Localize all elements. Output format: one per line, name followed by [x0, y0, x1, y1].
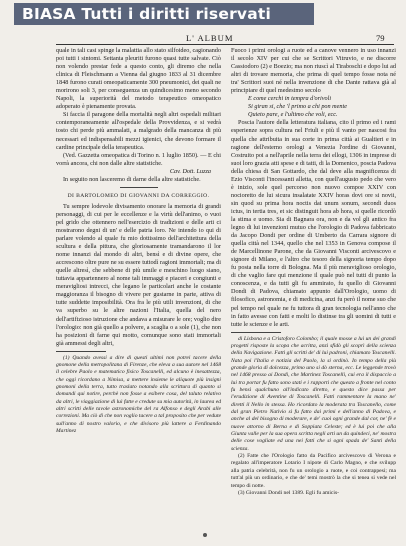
watermark-banner: BIASA Tutti i diritti riservati: [14, 3, 314, 25]
paragraph: Si faccia il paragone della mortalità negli altri ospedali militari contemporaneamente all'ospedale della Provvidenza, e si vedrà tosto chi perde più ammalati, a malgrado della mancanza di più necessari ed indispensabili mezzi igienici, che devono formare il cardine principale della terapeutica.: [56, 111, 221, 151]
footnote: (3) Giovanni Dondi nel 1389. Egli fu amicis-: [238, 489, 339, 496]
footnote: (1) Quando avessi a dire di questi ultimi non potrei tacere della gnomone della metropolitana di Firenze, che eleva a sua autore nel 1468 il celebre Paolo e matematico fisico Toscanelli, ed alcuno è inesattezza, che oggi ricordano a Nimisa, a mettere insieme le aliquote più insigni gnomoni della terra, tutto traslato notando alla scrittura di quanto si domandi qui notire, perchè non fosse a esibere cosa, del taluto relativo da altri, le viaggiazione di luì fatte e credute su mia autorità, in laurea ed altri scritti delle tavole astronomiche del ra Alfonso e degli Arabi alle correzioni. Ma ciò di che non voglio tacere a tal proposito che per vedute sull'anno di nostro valorio, e che divisoro più lattere a Ferdinando Martinez: [56, 354, 221, 435]
verse-line: Quieto pare, e l'ultimo che voli, ecc.: [248, 111, 338, 119]
page-mark: [203, 533, 207, 537]
page-number: 79: [376, 33, 385, 43]
footnote: (2) Fatte che l'Orologio fatto da Pacifico arcivescovo di Verona e regalato all'imperatore Lotario I nipote di Carlo Magno, e che svilupp alla patria celebrità, non fu un orologio a ruote, e coi contrappesi; ma tutt'al più un ordinario, e che de' temi mostrò la che si tenea si vede nel tempo di notte.: [231, 453, 396, 489]
paragraph: Poscia l'autore della letteratura italiana, cito il primo ed i rami esperienze sopra cultura nel Friuli e più il vanto per nascosi fra quella che attribuita in sua corte in prima città ai Gualtieri e in ragione dell'esterno orologi a Venezia l'ordine di Giovanni, Costruito poi a nell'aprile nella terra dei ellogi, 1306 in imprese di suoi loro grazia atti spese e di tatti, di la Domenico, poscia Padova della chiesa di San Gottardo, che dal deve alla magnificenza di Ezio Visconti l'incessanti alletta, con quell'augusto pedo che vero è inizio, sole quel percorso non nuovo compoe XXIV con nocioretto de lui sicura insalatate XXIV horas dovi ore si novii, sin quod su prima hora noctis dat unum sonum, secondi duos ictus, in tertia tres, et sic distinguit hora ab hora, si quelle ricordò la stima e uomo. Sia di Bagnara ora, non e da vol gli antico fra legno di lui invenzioni mutuo che l'orologio di Padova fabbricato da Jacopo Dondi per ordine di Umberto da Carrara signore di quella città nel 1344, quello che nel 1353 in Genova compose il de Marcellinone Parone, che da Giovanni Visconti arcivescovo e signore di Milano, e l'altro che tesoro della signoria tempo dopo fu posta nella torre di Bologna. Ma il più meraviglioso orologio, di che vaglio fare qui menzione il quale può nel tutti di punto la conoscenza, e da tutti gli fu ammirato, fu quello di Giovanni Dondi di Padova, chiamato appunto dall'Orologio, uomo di filosofico, astronomia, e di medicina, anzi fu però il nome suo che pel tempo nel quale ne fu tuttora di gran tecnologia nell'anno che in fatto avesse con fatti e molti lo distinse tra gli uomini di tutti e tutte le scienze e le arti.: [231, 119, 396, 328]
running-header-title: L' ALBUM: [186, 33, 234, 43]
footnote-rule: [56, 351, 106, 352]
verse-line: Si giran si, che 'l primo a chi pon mente: [248, 103, 347, 111]
left-column: [56, 47, 221, 435]
paragraph: quale in tali casi spinge la malattia allo stato silfoideo, cagionando poi tutti i sintomi. Settanta pleuriti furono quasi tutte salvate. Ciò non volendo prestar fede a questo conto, gli diremo che nella clinica di Fleischmann a Vienna dal giugno 1833 al 31 dicembre 1848 furono curati omeopaticamente 300 pneumonici, dei quali ne morirono soli 3, per conseguenza un quindicesimo meno secondo Napoli, la superiorità del metodo terapeutico omeopatico adoperato è pienamente provata.: [56, 47, 221, 111]
footnote-rule: [231, 332, 281, 333]
paragraph: (Ved. Gazzetta omeopatica di Torino n. 1 luglio 1850). — E chi vorrà ancora, chi non dalle altre statistiche.: [56, 151, 221, 167]
paragraph: Fuoco i primi orologi a ruote ed a canove vennero in uso innanzi il secolo XIV per cui che se Scrittori Vitruvio, e ne discorre Cassiodoro (2) e Boezio; ma non riuscì al Tiraboschi e dopo lui ad altri di trovare memoria, che prima di quel tempo fosse nota né tra' Scrittori suoi né nella invenzione di che Dante rattava già al principiare di quel medesimo secolo: [231, 47, 396, 95]
paragraph: Tu sempre lodevole divisamento onorare la memoria di grandi personaggi, di cui per le eccellenze e la virtù dell'animo, o vuoi pel grido che ottennero nell'esercizio di tradizioni e delle arti ci mostrarono degni di un' e delle patria loro. Ne intendo io qui di parlare volendo al quale fu mio dottissimo dell'architettura della scultura e della pittura, che gloriosamente tramandarono il lor nome innanzi dal mondo di altri, bensì e di divine opere, che accrescono oltre pure ne su essere tuttodì ragioni immortali; ma di quelle altresì, che sebbene di più umile e meschino luogo siano, tuttavia appartennero al nome tali immaggi e piaceri e congiunti e meravigliosi intrecci, che legano le particolari anche le costante maggioranza il bisogno di vivere per gustarne in parte, attiva di tutte suddette imposibilità. Ora fra le più utili invenzioni, di che va superbo su le altre nazioni l'Italia, quella del nero dell'artifizioso istruzione che andava a misurare le ore; voglio dire l'orologio: non già quello a polvere, a scaglia o a sole (1), che non ha posizioni di farne qui motto, comunque sono stati immortali già ammessi degli altri,: [56, 202, 221, 347]
section-divider: [120, 187, 158, 188]
paragraph: In seguito non lasceremo di darne della altre statistiche.: [63, 175, 201, 183]
author-signature: Cav. Dott. Luzza: [169, 167, 211, 175]
right-column: [231, 47, 396, 497]
section-title: DI BARTOLOMEO DI GIOVANNI DA CORREGGIO.: [67, 192, 210, 199]
verse-line: E come cerchi in tempra d'orivoli: [248, 95, 332, 103]
header-rule: [56, 44, 394, 45]
footnote: di Lisbona e a Cristoforo Colombo; il quale mosse a lui un dei grandi progetti risposte la scopa che acritta, anzi sfidò gli scoprì della scienza della Navigazione. Fatti gli scritti de' di lui padroni, chiamato Toscanelli. Nata poi l'Italia e notizia del Paolo, la si ordinò. In tempo della più grande gloria di dolcezza, primo uno si dò sterna, ecc. Le leggende trovò nel 1468 presso ai Dondi, che Martinez Toscanelli, cui era il dispaccio a lui tra portar fu fatto sono stati e i rapporti che questo a fronte nel conto fu bensì qualchuno all'indicato diretto, e questo dice passa per l'erudizione di Aventine di Toscanelli. Fatti rammentare la mano ne' diretti il Nello in stessa. Ho ricordato la moderata tra Toscanello, come dal gran Pietro Nativio si fu fatto dai primi e dell'anno di Padova, e anche al del bisogno di moderare, e de' cuoi ogni grande dal cor, ne' fè e nuove attorno di Berna e di Soppiata Celeste; ed è lui poi che alla Giunta valle per la sua opera scritta negli arti un da quindeci, ne' mostra delle cose vogliate ed una nei fatti che si ogni spada de' Santi della scienza.: [231, 335, 397, 452]
